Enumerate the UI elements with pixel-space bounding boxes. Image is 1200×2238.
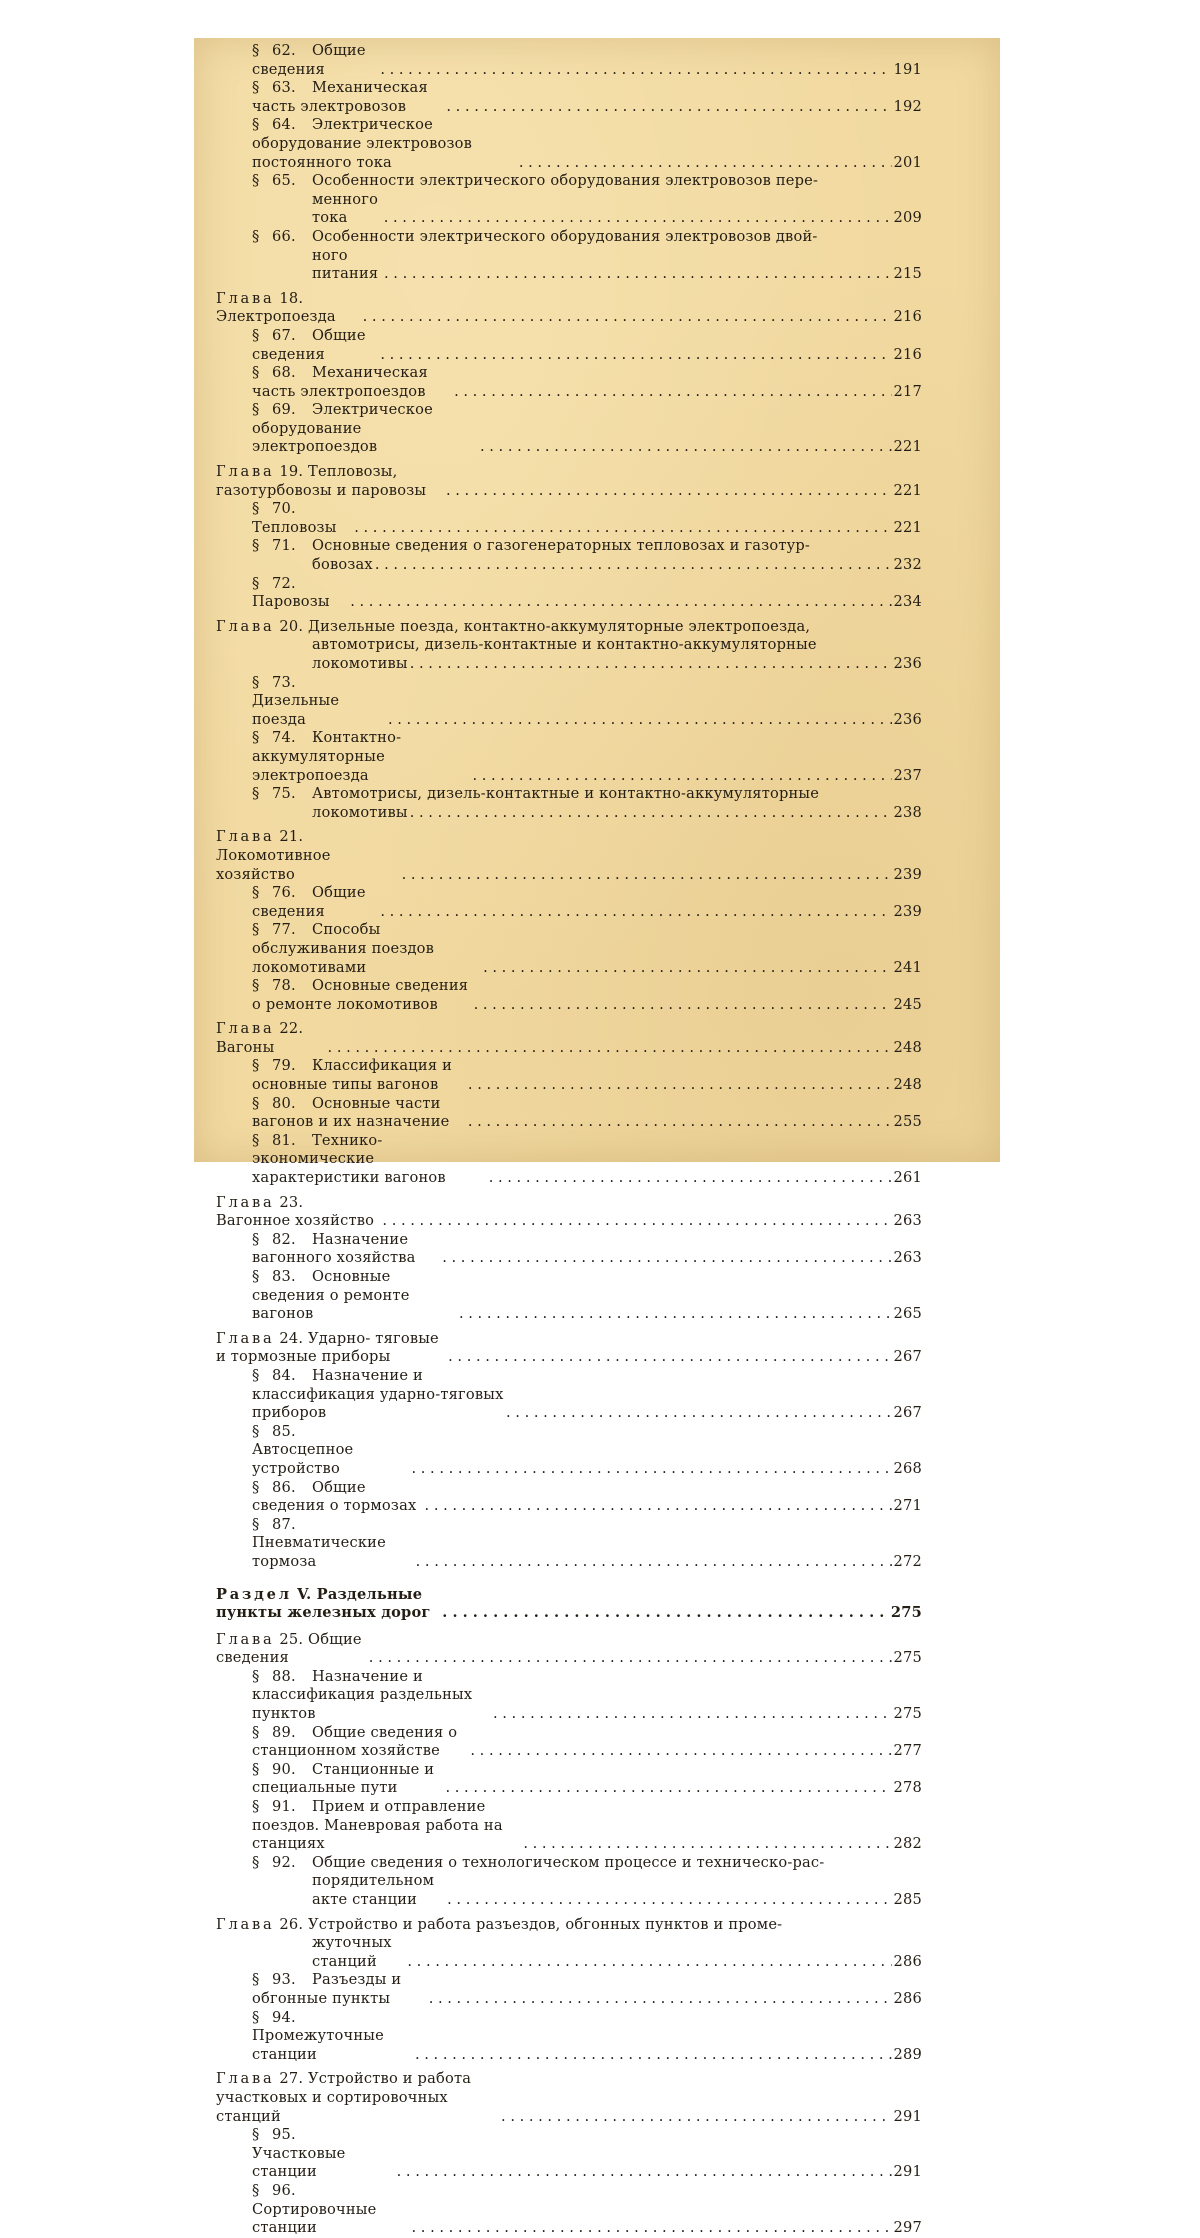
chapter-title: 19. Тепловозы, газотурбовозы и паровозы (216, 463, 427, 499)
page-number: 267 (893, 1348, 922, 1366)
toc-chapter-25 (216, 1631, 922, 1668)
page-number: 267 (893, 1404, 922, 1422)
entry-title: Общие сведения о станционном хозяйстве (252, 1723, 458, 1760)
entry-title-cont: бовозах (312, 556, 373, 574)
entry-title: Тепловозы (252, 518, 337, 536)
page-number: 271 (893, 1497, 922, 1515)
chapter-title-cont: локомотивы (312, 655, 408, 672)
page-number: 286 (893, 1952, 922, 1970)
page-number: 239 (893, 902, 922, 920)
chapter-word: Глава (216, 828, 275, 846)
toc-chapter-23 (216, 1194, 922, 1231)
entry-title: Способы обслуживания поездов локомотивами (252, 921, 435, 976)
entry-title: Основные части вагонов и их назначение (252, 1094, 450, 1131)
entry-title-cont: менного тока (312, 190, 379, 227)
toc-entry-91: § 91. Прием и отправление поездов. Маневровая работа на станциях . . . 282 (216, 1798, 922, 1854)
chapter-word: Глава (216, 617, 275, 635)
toc-part-5 (216, 1586, 922, 1623)
chapter-word: Глава (216, 289, 275, 307)
toc-entry-68: § 68. Механическая часть электропоездов . . . 217 (216, 364, 922, 401)
entry-title: Назначение вагонного хозяйства (252, 1230, 416, 1267)
toc-entry-88: § 88. Назначение и классификация раздельных пунктов . . . 275 (216, 1668, 922, 1724)
entry-title: Основные сведения о газогенераторных тепловозах и газотур- (312, 537, 811, 555)
chapter-title: 24. Ударно- тяговые и тормозные приборы (216, 1329, 439, 1366)
page-number: 272 (893, 1552, 922, 1570)
toc-entry-90: § 90. Станционные и специальные пути . . . 278 (216, 1761, 922, 1798)
entry-title: Механическая часть электропоездов (252, 364, 428, 400)
toc-entry-77: § 77. Способы обслуживания поездов локомотивами . . . 241 (216, 921, 922, 977)
page-number: 291 (893, 2163, 922, 2181)
entry-title: Общие сведения (252, 884, 366, 920)
page-number: 217 (893, 382, 922, 400)
toc-entry-89: § 89. Общие сведения о станционном хозяйстве . . . 277 (216, 1724, 922, 1761)
page-number: 237 (893, 766, 922, 784)
page-number: 286 (893, 1989, 922, 2007)
toc-entry-62: § 62. Общие сведения . . . 191 (216, 42, 922, 79)
toc-entry-94: § 94.Промежуточные станции . . . 289 (216, 2009, 922, 2065)
chapter-title: 20. Дизельные поезда, контактно-аккумуляторные электропоезда, (279, 617, 811, 635)
page-number: 282 (893, 1835, 922, 1853)
chapter-word: Глава (216, 1329, 275, 1347)
entry-title: Механическая часть электровозов (252, 79, 428, 115)
toc-entry-65-cont (216, 191, 922, 228)
chapter-title: 22. Вагоны (216, 1020, 304, 1056)
toc-entry-81: § 81. Технико-экономические характеристики вагонов . . . 261 (216, 1132, 922, 1188)
toc-entry-78: § 78. Основные сведения о ремонте локомотивов . . . 245 (216, 977, 922, 1014)
toc-entry-66-cont (216, 247, 922, 284)
chapter-title: 26. Устройство и работа разъездов, обгонных пунктов и проме- (279, 1915, 783, 1933)
page-number: 275 (893, 1649, 922, 1667)
entry-title: Общие сведения (252, 326, 366, 363)
page-number: 289 (893, 2045, 922, 2063)
page-number: 248 (893, 1076, 922, 1094)
entry-title: Прием и отправление поездов. Маневровая работа на станциях (252, 1798, 503, 1853)
page-number: 241 (893, 958, 922, 976)
part-title: V. Раздельные пункты железных дорог (216, 1585, 431, 1622)
entry-title: Особенности электрического оборудования электровозов двой- (312, 227, 818, 245)
page-number: 261 (893, 1169, 922, 1187)
page-number: 239 (893, 865, 922, 883)
entry-title: Основные сведения о ремонте локомотивов (252, 977, 469, 1013)
chapter-title: 25. Общие сведения (216, 1630, 362, 1667)
chapter-title: 18. Электропоезда (216, 289, 336, 326)
page-number: 265 (893, 1305, 922, 1323)
page-number: 255 (893, 1113, 922, 1131)
entry-title: Назначение и классификация ударно-тяговых приборов (252, 1366, 504, 1422)
part-word: Раздел (216, 1585, 292, 1603)
page-number: 275 (893, 1705, 922, 1723)
entry-title: Электрическое оборудование электровозов постоянного тока (252, 116, 473, 171)
entry-title: Контактно-аккумуляторные электропоезда (252, 729, 402, 784)
chapter-word: Глава (216, 1193, 275, 1211)
page-number: 263 (893, 1212, 922, 1230)
toc-chapter-26 (216, 1916, 922, 1935)
page-number: 278 (893, 1779, 922, 1797)
page-number: 215 (893, 265, 922, 283)
chapter-title-cont: жуточных станций (312, 1934, 392, 1970)
page-number: 234 (893, 593, 922, 611)
page-number: 297 (893, 2219, 922, 2237)
toc-entry-76: § 76. Общие сведения . . . 239 (216, 884, 922, 921)
page-number: 191 (893, 60, 922, 78)
toc-entry-85: § 85.Автосцепное устройство . . . 268 (216, 1423, 922, 1479)
entry-title-cont: порядительном акте станции (312, 1872, 435, 1908)
toc-chapter-19 (216, 463, 922, 500)
page-number: 192 (893, 97, 922, 115)
entry-title: Общие сведения о технологическом процессе и техническо-рас- (312, 1853, 825, 1871)
page-number: 275 (890, 1604, 922, 1622)
toc-chapter-21 (216, 828, 922, 884)
entry-title: Паровозы (252, 593, 330, 611)
page-number: 216 (893, 345, 922, 363)
entry-title-cont: локомотивы (312, 803, 408, 821)
entry-title: Технико-экономические характеристики вагонов (252, 1131, 446, 1187)
table-of-contents (216, 42, 922, 2238)
entry-title: Электрическое оборудование электропоездов (252, 401, 433, 456)
chapter-word: Глава (216, 2070, 275, 2088)
chapter-word: Глава (216, 1630, 275, 1648)
page-number: 236 (893, 655, 922, 672)
page-number: 245 (893, 995, 922, 1013)
page-number: 248 (893, 1038, 922, 1056)
chapter-title-cont: автомотрисы, дизель-контактные и контактно-аккумуляторные (312, 636, 817, 654)
toc-entry-64: § 64. Электрическое оборудование электровозов постоянного тока . . . 201 (216, 116, 922, 172)
toc-entry-72: § 72.Паровозы . . . 234 (216, 575, 922, 612)
toc-entry-96: § 96.Сортировочные станции . . . 297 (216, 2182, 922, 2238)
page-number: 201 (893, 153, 922, 171)
entry-title: Автомотрисы, дизель-контактные и контактно-аккумуляторные (312, 785, 820, 803)
page-number: 263 (893, 1249, 922, 1267)
entry-title: Сортировочные станции (252, 2200, 377, 2237)
toc-entry-70: § 70.Тепловозы . . . 221 (216, 500, 922, 537)
page-number: 232 (893, 556, 922, 574)
book-page (194, 38, 1000, 2237)
entry-title: Особенности электрического оборудования электровозов пере- (312, 172, 819, 190)
toc-entry-73: § 73.Дизельные поезда . . . 236 (216, 674, 922, 730)
page-number: 268 (893, 1459, 922, 1477)
entry-title-cont: ного питания (312, 246, 379, 283)
entry-title: Общие сведения (252, 42, 366, 78)
toc-entry-86: § 86. Общие сведения о тормозах . . . 271 (216, 1479, 922, 1516)
toc-entry-63: § 63. Механическая часть электровозов . . . 192 (216, 79, 922, 116)
page-number: 291 (893, 2107, 922, 2125)
chapter-word: Глава (216, 463, 275, 481)
toc-entry-92-cont (216, 1872, 922, 1909)
chapter-title: 27. Устройство и работа участковых и сортировочных станций (216, 2070, 472, 2125)
toc-entry-66: § 66. Особенности электрического оборудования электровозов двой- (252, 227, 818, 245)
entry-title: Дизельные поезда (252, 692, 340, 728)
entry-title: Автосцепное устройство (252, 1441, 354, 1477)
toc-entry-87: § 87.Пневматические тормоза . . . 272 (216, 1516, 922, 1572)
page-number: 216 (893, 308, 922, 326)
page-number: 285 (893, 1891, 922, 1908)
page-number: 221 (893, 518, 922, 536)
entry-title: Разъезды и обгонные пункты (252, 1971, 402, 2007)
toc-entry-79: § 79. Классификация и основные типы вагонов . . . 248 (216, 1057, 922, 1094)
toc-entry-71-cont (216, 556, 922, 575)
toc-entry-95: § 95.Участковые станции . . . 291 (216, 2126, 922, 2182)
page-number: 238 (893, 803, 922, 821)
chapter-title: 23. Вагонное хозяйство (216, 1193, 375, 1230)
toc-entry-92: § 92. Общие сведения о технологическом процессе и техническо-рас- (252, 1853, 825, 1871)
entry-title: Станционные и специальные пути (252, 1760, 435, 1797)
entry-title: Участковые станции (252, 2144, 346, 2181)
entry-title: Общие сведения о тормозах (252, 1478, 417, 1515)
toc-chapter-20 (216, 618, 922, 637)
toc-entry-82: § 82. Назначение вагонного хозяйства . . . 263 (216, 1231, 922, 1268)
chapter-word: Глава (216, 1020, 275, 1038)
toc-chapter-27 (216, 2070, 922, 2126)
toc-entry-84: § 84. Назначение и классификация ударно-тяговых приборов . . . 267 (216, 1367, 922, 1423)
chapter-word: Глава (216, 1915, 275, 1933)
toc-entry-67: § 67. Общие сведения . . . 216 (216, 327, 922, 364)
toc-entry-75: § 75. Автомотрисы, дизель-контактные и контактно-аккумуляторные (252, 785, 820, 803)
toc-entry-71: § 71. Основные сведения о газогенераторных тепловозах и газотур- (252, 537, 811, 555)
entry-title: Промежуточные станции (252, 2027, 384, 2063)
toc-chapter-20-cont2 (216, 655, 922, 674)
page-number: 221 (893, 438, 922, 456)
toc-entry-83: § 83. Основные сведения о ремонте вагонов . . . 265 (216, 1268, 922, 1324)
chapter-title: 21. Локомотивное хозяйство (216, 828, 331, 883)
toc-entry-75-cont (216, 804, 922, 823)
toc-chapter-24 (216, 1330, 922, 1367)
toc-entry-69: § 69. Электрическое оборудование электропоездов . . . 221 (216, 401, 922, 457)
entry-title: Назначение и классификация раздельных пунктов (252, 1667, 473, 1723)
page-number: 209 (893, 209, 922, 227)
toc-chapter-20-cont1 (216, 636, 922, 655)
page-number: 221 (893, 481, 922, 499)
entry-title: Основные сведения о ремонте вагонов (252, 1268, 410, 1323)
toc-chapter-22 (216, 1020, 922, 1057)
toc-entry-80: § 80. Основные части вагонов и их назначение . . . 255 (216, 1095, 922, 1132)
page-number: 236 (893, 710, 922, 728)
toc-chapter-18 (216, 290, 922, 327)
toc-entry-74: § 74. Контактно-аккумуляторные электропоезда . . . 237 (216, 729, 922, 785)
entry-title: Классификация и основные типы вагонов (252, 1057, 452, 1094)
toc-entry-93: § 93. Разъезды и обгонные пункты . . . 286 (216, 1971, 922, 2008)
page-number: 277 (893, 1742, 922, 1760)
toc-entry-65: § 65. Особенности электрического оборудования электровозов пере- (252, 172, 819, 190)
toc-chapter-26-cont (216, 1934, 922, 1971)
entry-title: Пневматические тормоза (252, 1534, 386, 1570)
